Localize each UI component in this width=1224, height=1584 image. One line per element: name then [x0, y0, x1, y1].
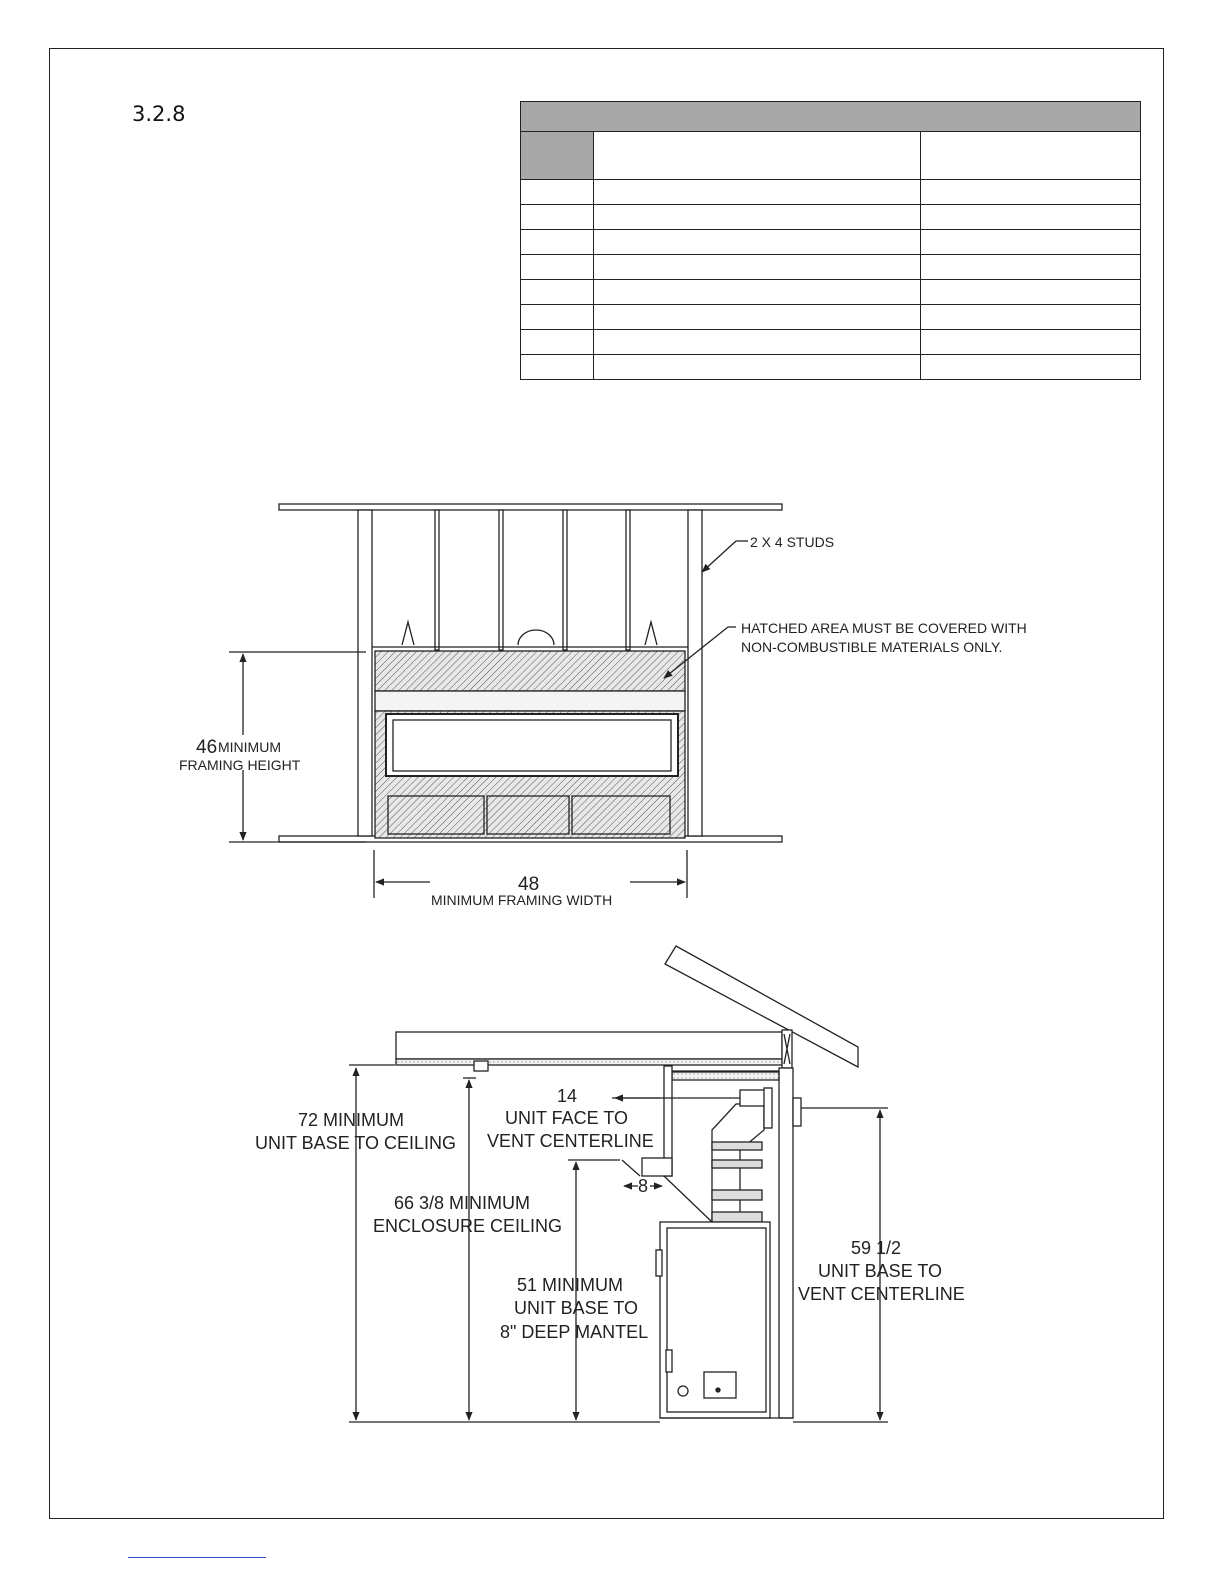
mantel-line1: 51 MINIMUM [517, 1275, 624, 1295]
studs-label: 2 X 4 STUDS [750, 534, 835, 550]
ceiling-line1: 72 MINIMUM [298, 1110, 405, 1130]
ceiling-slab [396, 1032, 782, 1059]
height-value: 46 [196, 737, 218, 758]
mantel-depth: 8 [638, 1176, 649, 1196]
section-number: 3.2.8 [132, 102, 186, 126]
hatch-note-line1: HATCHED AREA MUST BE COVERED WITH [741, 620, 1027, 636]
hatch-note-line2: NON-COMBUSTIBLE MATERIALS ONLY. [741, 639, 1003, 655]
mantel-line3: 8" DEEP MANTEL [500, 1322, 649, 1342]
height-label-line2: FRAMING HEIGHT [179, 757, 301, 773]
front-view [229, 504, 782, 898]
top-plate [279, 504, 782, 510]
enclosure-line1: 66 3/8 MINIMUM [394, 1193, 531, 1213]
footer-link-underline [128, 1557, 266, 1558]
rear-wall [779, 1068, 793, 1418]
vent-height-line1: 59 1/2 [851, 1238, 902, 1258]
hatched-header [375, 651, 685, 691]
enclosure-line2: ENCLOSURE CEILING [373, 1216, 563, 1236]
vent-height-line3: VENT CENTERLINE [798, 1284, 965, 1304]
height-label-line1: MINIMUM [218, 739, 281, 755]
mantel-line2: UNIT BASE TO [514, 1298, 639, 1318]
vent-height-line2: UNIT BASE TO [818, 1261, 943, 1281]
vent-face-line1: 14 [557, 1086, 578, 1106]
vent-face-line2: UNIT FACE TO [505, 1108, 629, 1128]
width-label: MINIMUM FRAMING WIDTH [431, 892, 613, 908]
ceiling-line2: UNIT BASE TO CEILING [255, 1133, 457, 1153]
side-view [349, 946, 888, 1422]
vent-face-line3: VENT CENTERLINE [487, 1131, 654, 1151]
width-value: 48 [518, 874, 540, 895]
side-view-labels [255, 1086, 965, 1342]
